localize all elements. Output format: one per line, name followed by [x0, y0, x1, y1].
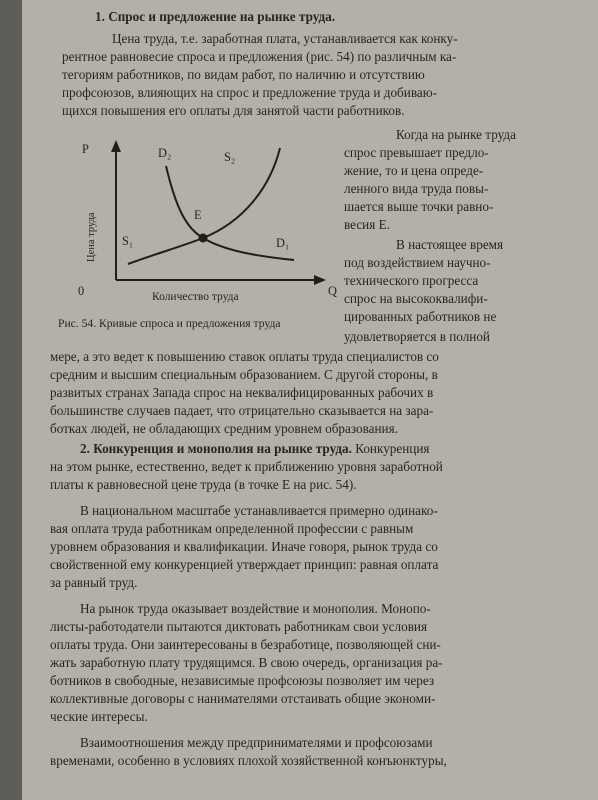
text-line: ческие интересы. [50, 709, 148, 724]
text-line: жение, то и цена опреде- [344, 163, 484, 178]
text-line: листы-работодатели пытаются диктовать работникам свои условия [50, 619, 428, 634]
x-axis-arrow [314, 275, 326, 285]
text-line: Взаимоотношения между предпринимателями и профсоюзами [80, 735, 433, 750]
book-page [22, 0, 598, 800]
text-line: шается выше точки равно- [344, 199, 494, 214]
text-line: спрос превышает предло- [344, 145, 489, 160]
text-line: профсоюзов, влияющих на спрос и предложение труда и добиваю- [62, 85, 437, 100]
text-line: за равный труд. [50, 575, 138, 590]
curve-label-d2: D₂ [158, 146, 172, 160]
supply-demand-graph [58, 138, 358, 313]
text-line: временами, особенно в условиях плохой хозяйственной конъюнктуры, [50, 753, 447, 768]
text-line: свойственной ему конкуренцией утверждает принцип: равная оплата [50, 557, 439, 572]
x-axis-label: Количество труда [152, 291, 239, 303]
text-line: спрос на высококвалифи- [344, 291, 488, 306]
text-line: В национальном масштабе устанавливается примерно одинако- [80, 503, 438, 518]
text-line: рентное равновесие спроса и предложения (рис. 54) по различным ка- [62, 49, 457, 64]
text-line: ботках людей, не обладающих средним уровнем образования. [50, 421, 398, 436]
text-line: ленного вида труда повы- [344, 181, 489, 196]
text-line: На рынок труда оказывает воздействие и монополия. Монопо- [80, 601, 431, 616]
point-label-e: E [194, 208, 202, 222]
text-line: ботников в свободные, независимые профсоюзы позволяет им через [50, 673, 435, 688]
text-line: большинстве случаев падает, что отрицательно сказывается на зара- [50, 403, 434, 418]
section-heading-2: 2. Конкуренция и монополия на рынке труда. Конкуренция [80, 441, 430, 456]
text-line: технического прогресса [344, 273, 479, 288]
text-line: В настоящее время [396, 237, 504, 252]
text-line: тегориям работников, по видам работ, по наличию и отсутствию [62, 67, 425, 82]
text-line: развитых странах Запада спрос на неквалифицированных рабочих в [50, 385, 434, 400]
figure-caption: Рис. 54. Кривые спроса и предложения труда [58, 317, 281, 330]
text-line: на этом рынке, естественно, ведет к приближению уровня заработной [50, 459, 443, 474]
text-line: уровнем образования и квалификации. Иначе говоря, рынок труда со [50, 539, 438, 554]
demand-curve-d2 [166, 166, 294, 260]
text-line: цированных работников не [344, 309, 497, 324]
curve-label-s2: S₂ [224, 150, 236, 164]
section-heading-1: 1. Спрос и предложение на рынке труда. [95, 9, 336, 24]
text-line: вая оплата труда работникам определенной профессии с равным [50, 521, 414, 536]
text-line: под воздействием научно- [344, 255, 491, 270]
supply-curve-s2 [128, 148, 280, 264]
curve-label-s1: S₁ [122, 234, 134, 248]
text-line: оплаты труда. Они заинтересованы в безработице, позволяющей сни- [50, 637, 441, 652]
text-line: коллективные договоры с нанимателями отстаивать общие экономи- [50, 691, 436, 706]
text-line: мере, а это ведет к повышению ставок оплаты труда специалистов со [50, 349, 439, 364]
text-line: весия Е. [344, 217, 390, 232]
supply-demand-figure [58, 138, 358, 313]
y-axis-arrow [111, 140, 121, 152]
text-line: удовлетворяется в полной [344, 329, 490, 344]
x-axis-letter: Q [328, 284, 337, 298]
y-axis-label: Цена труда [86, 212, 97, 262]
text-line: Цена труда, т.е. заработная плата, устанавливается как конку- [112, 31, 458, 46]
text-line: щихся повышения его оплаты для занятой части работников. [62, 103, 405, 118]
text-line: средним и высшим специальным образованием. С другой стороны, в [50, 367, 438, 382]
text-line: платы к равновесной цене труда (в точке Е на рис. 54). [50, 477, 357, 492]
origin-label: 0 [78, 284, 85, 298]
curve-label-d1: D₁ [276, 236, 290, 250]
text-line: Когда на рынке труда [396, 127, 516, 142]
text-line: жать заработную плату трудящимся. В свою очередь, организация ра- [50, 655, 443, 670]
y-axis-letter: P [82, 142, 89, 156]
equilibrium-point [199, 234, 208, 243]
